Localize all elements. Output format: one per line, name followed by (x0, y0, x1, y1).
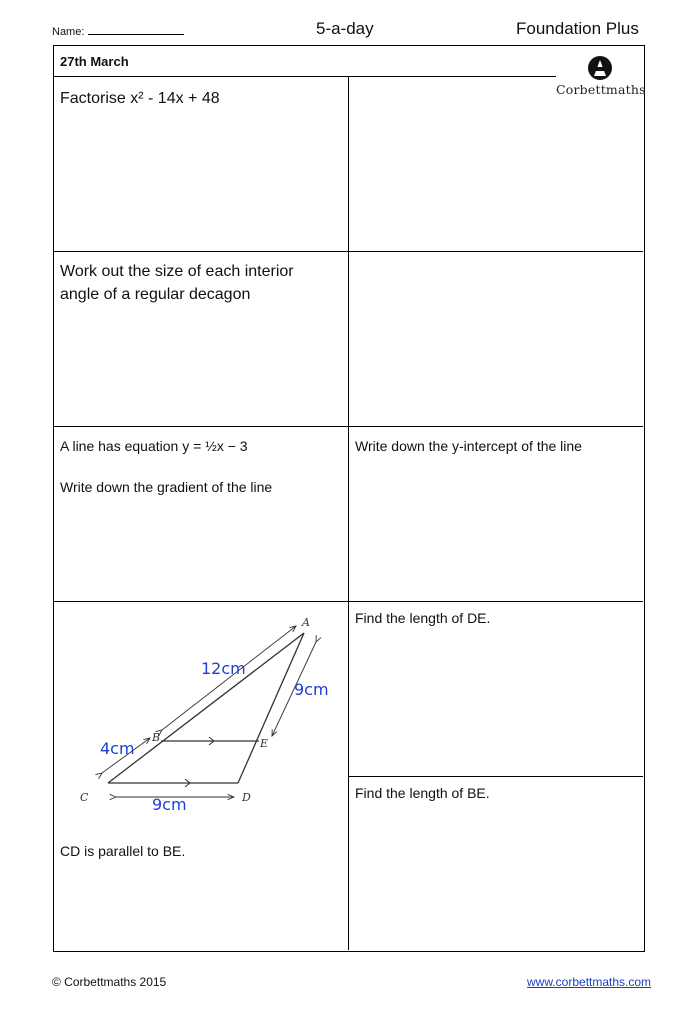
worksheet-date: 27th March (60, 54, 129, 69)
question-3a-line-2: Write down the gradient of the line (60, 479, 273, 495)
question-4a: Find the length of DE. (355, 610, 491, 626)
date-row (54, 46, 642, 77)
measure-arrow-ab (162, 626, 296, 730)
logo-text: Corbettmaths (556, 82, 646, 97)
question-4-note: CD is parallel to BE. (60, 843, 186, 859)
question-2-line-1: Work out the size of each interior (60, 263, 294, 280)
row-divider-4 (348, 776, 643, 777)
vertex-label-a: A (302, 616, 310, 629)
name-label: Name: (52, 26, 85, 38)
vertex-label-d: D (242, 791, 251, 804)
worksheet-level: Foundation Plus (516, 19, 639, 38)
measure-label-cb: 4cm (100, 739, 135, 758)
line-ca (108, 633, 304, 783)
worksheet-title: 5-a-day (316, 19, 374, 38)
question-2 (60, 260, 294, 306)
similar-triangles-diagram (54, 602, 348, 832)
measure-label-ab: 12cm (201, 659, 246, 678)
vertex-label-b: B (152, 731, 161, 744)
answer-box-1[interactable] (349, 78, 643, 251)
footer-website-link[interactable]: www.corbettmaths.com (527, 975, 652, 989)
vertex-label-e: E (260, 737, 269, 750)
answer-box-2[interactable] (349, 252, 643, 426)
name-blank-line[interactable] (88, 24, 184, 35)
question-3b: Write down the y-intercept of the line (355, 438, 582, 454)
question-3a-line-1: A line has equation y = ½x − 3 (60, 438, 248, 454)
measure-label-cd: 9cm (152, 795, 187, 814)
question-2-line-2: angle of a regular decagon (60, 286, 251, 303)
measure-label-ae: 9cm (294, 680, 329, 699)
footer-copyright: © Corbettmaths 2015 (52, 975, 167, 989)
line-ad (238, 633, 304, 783)
question-1: Factorise x² - 14x + 48 (60, 90, 220, 107)
vertex-label-c: C (80, 791, 89, 804)
question-4b: Find the length of BE. (355, 785, 490, 801)
name-field[interactable] (52, 24, 184, 38)
